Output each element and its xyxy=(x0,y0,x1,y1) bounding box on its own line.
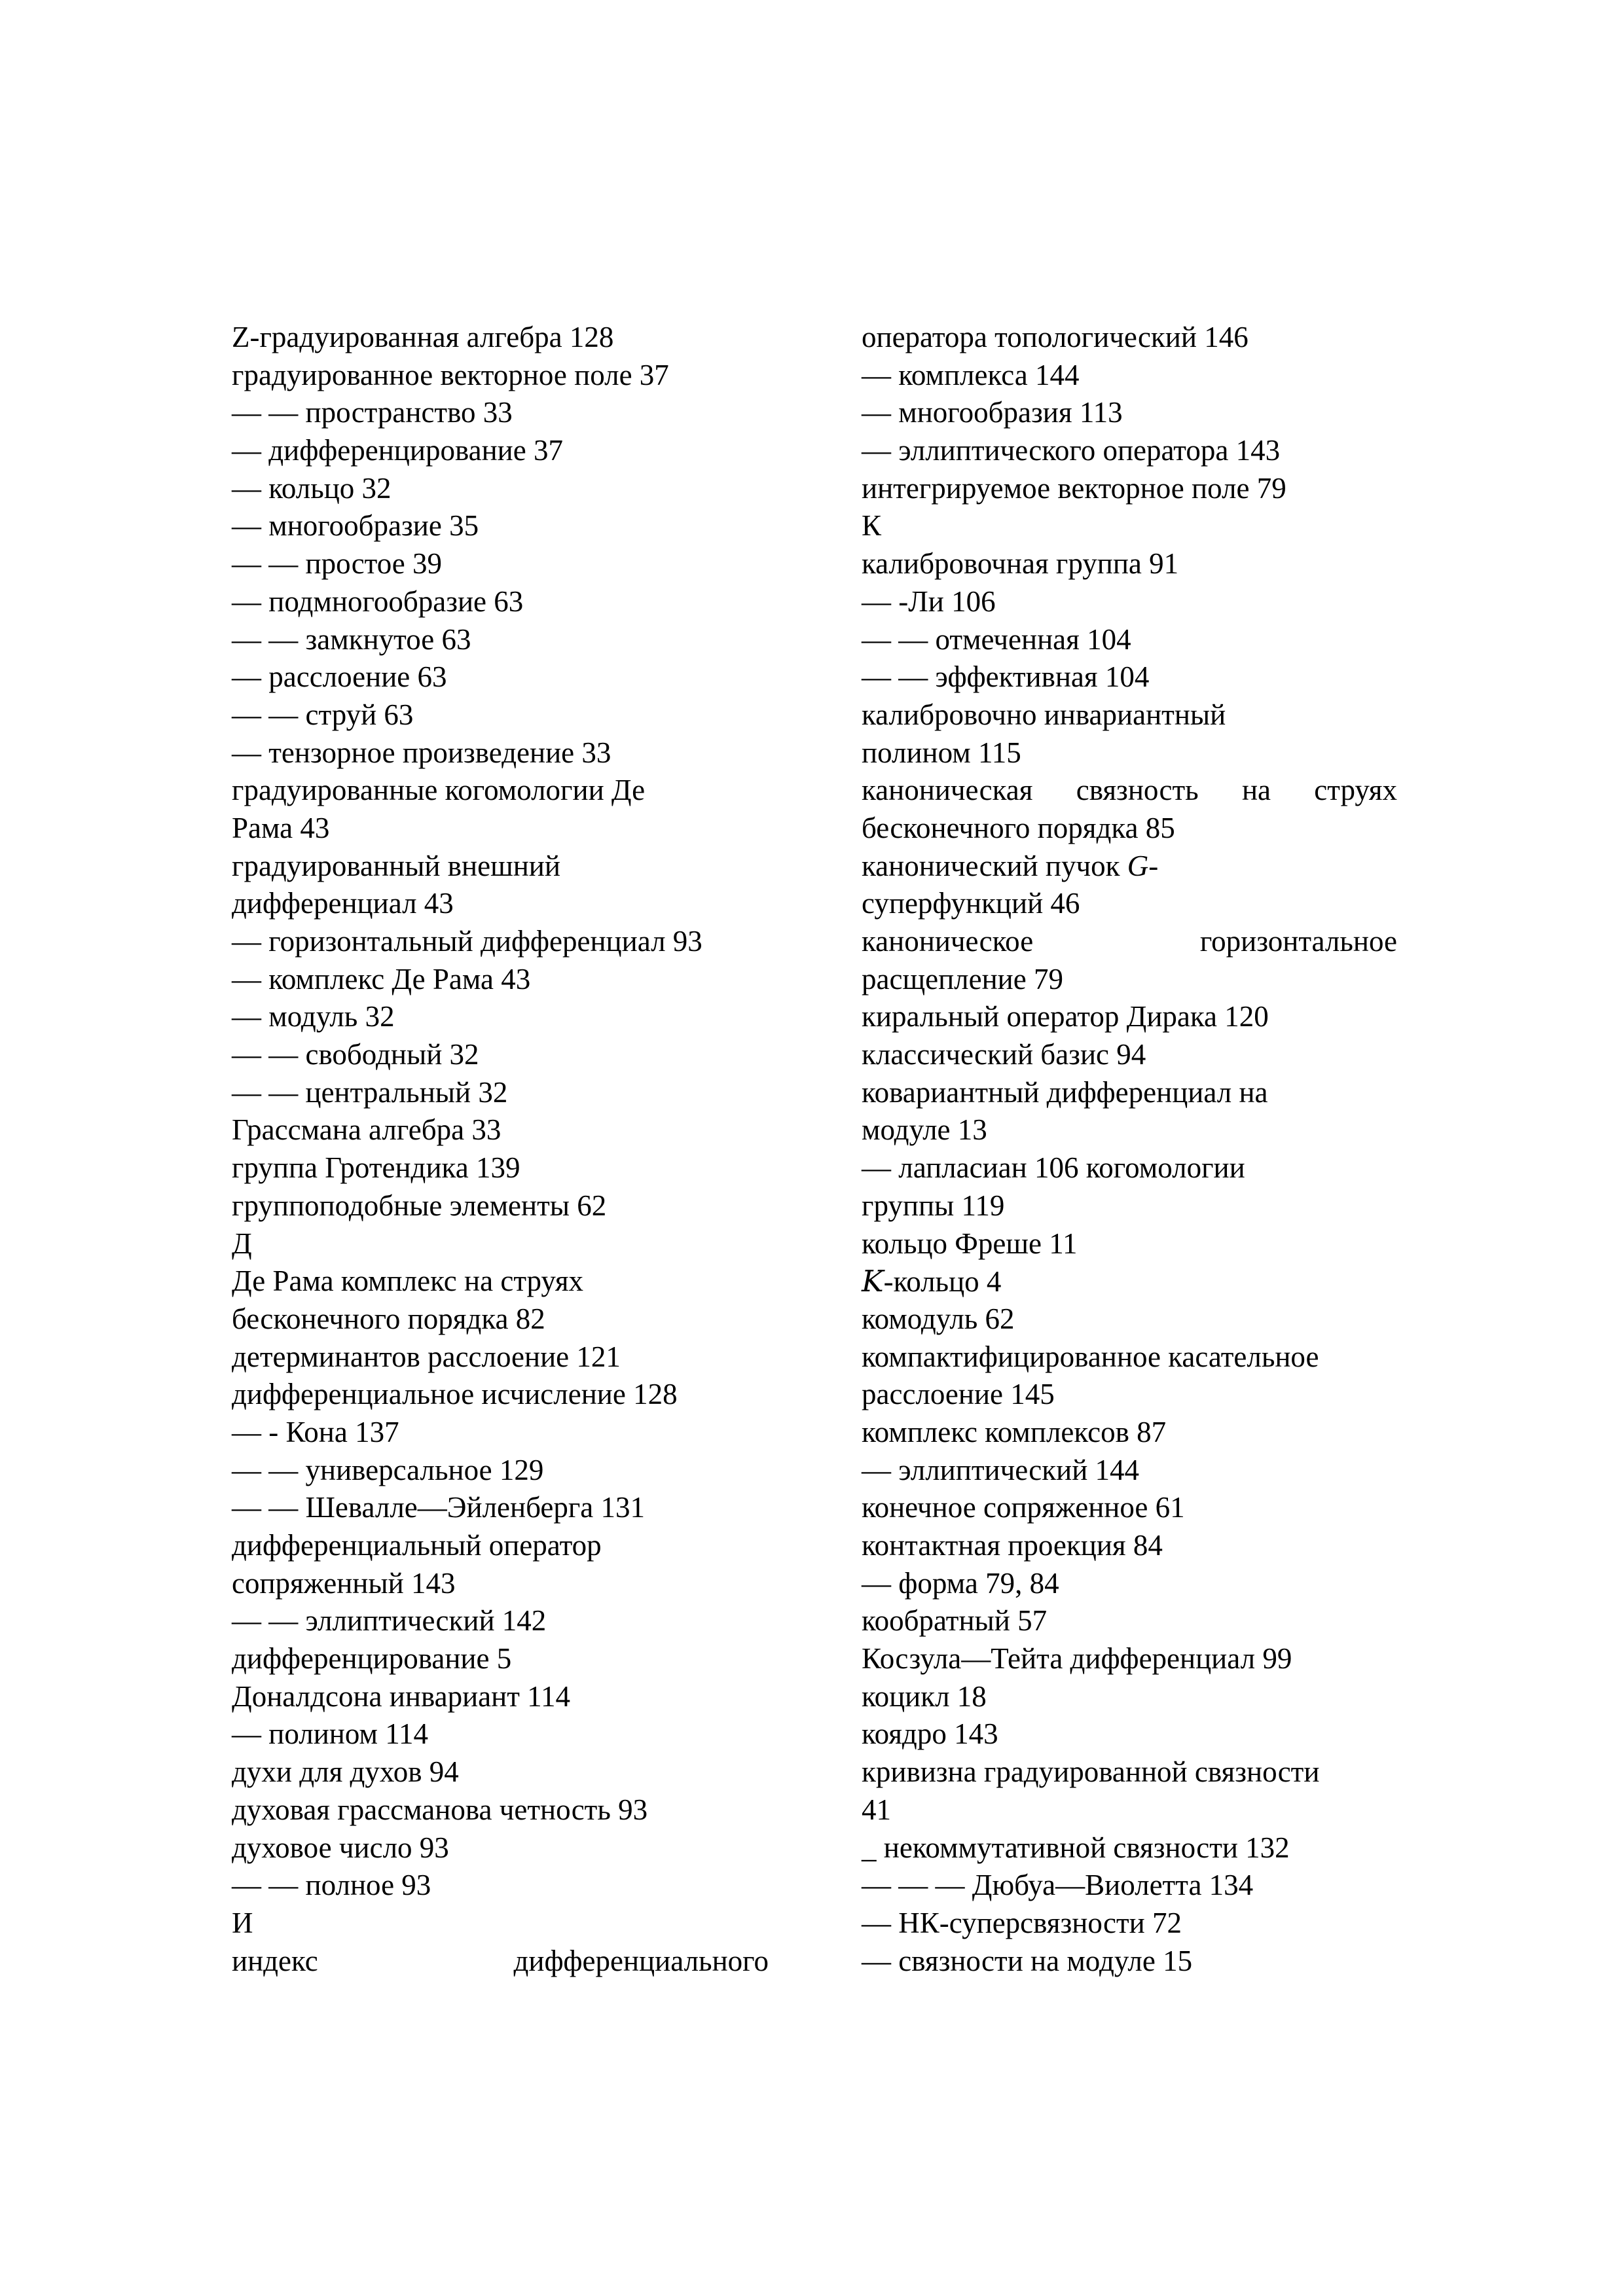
index-entry: — расслоение 63 xyxy=(232,660,447,694)
index-entry: интегрируемое векторное поле 79 xyxy=(862,471,1286,505)
index-entry: — — отмеченная 104 xyxy=(862,622,1131,656)
index-entry: кривизна градуированной связности xyxy=(862,1755,1320,1789)
index-entry xyxy=(862,1263,1397,1300)
index-entry: — связности на модуле 15 xyxy=(862,1944,1193,1977)
index-entry: — — Шевалле—Эйленберга 131 xyxy=(232,1491,646,1524)
index-entry: градуированное векторное поле 37 xyxy=(232,358,669,391)
index-entry: — — пространство 33 xyxy=(232,396,513,429)
index-entry: контактная проекция 84 xyxy=(862,1529,1163,1562)
index-entry: оператора топологический 146 xyxy=(862,321,1249,353)
index-entry: Рама 43 xyxy=(232,811,330,844)
index-entry: градуированные когомологии Де xyxy=(232,774,646,807)
index-entry: духовое число 93 xyxy=(232,1831,449,1864)
index-entry: коцикл 18 xyxy=(862,1679,987,1713)
index-entry: Доналдсона инвариант 114 xyxy=(232,1679,570,1713)
index-entry: — - Кона 137 xyxy=(232,1415,399,1448)
index-entry-justified xyxy=(862,772,1397,810)
entry-text: канонический пучок xyxy=(862,849,1127,882)
index-entry: комодуль 62 xyxy=(862,1302,1015,1335)
index-entry: — — замкнутое 63 xyxy=(232,622,471,656)
index-entry: бесконечного порядка 85 xyxy=(862,811,1175,844)
index-entry: полином 115 xyxy=(862,736,1021,769)
index-entry: — подмногообразие 63 xyxy=(232,584,524,618)
index-entry: Грассмана алгебра 33 xyxy=(232,1113,501,1147)
entry-text: -кольцо 4 xyxy=(883,1265,1002,1299)
index-entry: конечное сопряженное 61 xyxy=(862,1491,1185,1524)
index-entry: расщепление 79 xyxy=(862,962,1063,996)
index-entry: бесконечного порядка 82 xyxy=(232,1302,545,1335)
index-entry: комплекс комплексов 87 xyxy=(862,1415,1167,1448)
index-entry: суперфункций 46 xyxy=(862,887,1080,920)
index-entry: духовая грассманова четность 93 xyxy=(232,1793,648,1826)
index-entry: 41 xyxy=(862,1793,891,1826)
index-entry: детерминантов расслоение 121 xyxy=(232,1340,621,1373)
index-entry: — форма 79, 84 xyxy=(862,1566,1059,1600)
index-entry: — многообразия 113 xyxy=(862,396,1123,429)
index-entry: компактифицированное касательное xyxy=(862,1340,1319,1373)
index-entry: И xyxy=(232,1906,253,1939)
index-entry: расслоение 145 xyxy=(862,1378,1055,1411)
index-entry: ковариантный дифференциал на xyxy=(862,1075,1268,1109)
index-entry: коядро 143 xyxy=(862,1717,998,1751)
index-entry: — лапласиан 106 когомологии xyxy=(862,1151,1245,1185)
entry-symbol: K xyxy=(862,1264,884,1299)
index-entry: группоподобные элементы 62 xyxy=(232,1189,607,1222)
index-entry: — горизонтальный дифференциал 93 xyxy=(232,925,702,958)
index-entry: градуированный внешний xyxy=(232,849,560,882)
index-entry: классический базис 94 xyxy=(862,1038,1146,1071)
index-entry: Z-градуированная алгебра 128 xyxy=(232,321,614,353)
index-entry: — — эффективная 104 xyxy=(862,660,1150,694)
entry-text: - xyxy=(1148,849,1159,882)
index-entry: К xyxy=(862,509,882,543)
index-entry: — — полное 93 xyxy=(232,1869,431,1902)
index-entry: сопряженный 143 xyxy=(232,1566,456,1600)
index-entry: Д xyxy=(232,1227,252,1260)
index-entry: — — центральный 32 xyxy=(232,1075,508,1109)
index-entry: дифференцирование 5 xyxy=(232,1642,512,1676)
index-entry: — многообразие 35 xyxy=(232,509,479,543)
index-entry: духи для духов 94 xyxy=(232,1755,459,1789)
index-entry: — комплекса 144 xyxy=(862,358,1080,391)
index-entry: кообратный 57 xyxy=(862,1604,1048,1638)
index-word: каноническая xyxy=(862,774,1033,807)
index-word: дифференциального xyxy=(513,1944,769,1977)
entry-symbol: G xyxy=(1127,849,1149,882)
index-entry: Косзула—Тейта дифференциал 99 xyxy=(862,1642,1292,1676)
index-entry: дифференциал 43 xyxy=(232,887,454,920)
index-entry xyxy=(862,848,1397,886)
index-entry: — — универсальное 129 xyxy=(232,1453,544,1486)
index-entry: калибровочно инвариантный xyxy=(862,698,1226,731)
index-word: связность xyxy=(1076,774,1199,807)
index-entry: — НК-суперсвязности 72 xyxy=(862,1906,1182,1939)
index-word: струях xyxy=(1314,774,1397,807)
index-entry: кольцо Фреше 11 xyxy=(862,1227,1078,1260)
index-entry: — эллиптический 144 xyxy=(862,1453,1140,1486)
index-entry: дифференциальный оператор xyxy=(232,1529,602,1562)
index-entry: калибровочная группа 91 xyxy=(862,547,1179,581)
index-entry: группы 119 xyxy=(862,1189,1005,1222)
index-entry-justified xyxy=(232,1943,769,1981)
index-entry: _ некоммутативной связности 132 xyxy=(862,1831,1290,1864)
index-entry: — дифференцирование 37 xyxy=(232,434,563,467)
index-entry: — модуль 32 xyxy=(232,1000,395,1033)
index-word: горизонтальное xyxy=(1199,925,1397,958)
index-entry: — — эллиптический 142 xyxy=(232,1604,547,1638)
index-entry: — тензорное произведение 33 xyxy=(232,736,611,769)
index-entry: — — струй 63 xyxy=(232,698,414,731)
index-entry-justified xyxy=(862,923,1397,961)
index-entry: дифференциальное исчисление 128 xyxy=(232,1378,678,1411)
index-word: каноническое xyxy=(862,925,1034,958)
index-entry: — эллиптического оператора 143 xyxy=(862,434,1281,467)
index-entry: — кольцо 32 xyxy=(232,471,392,505)
index-entry: киральный оператор Дирака 120 xyxy=(862,1000,1269,1033)
index-entry: — полином 114 xyxy=(232,1717,429,1751)
index-entry: — — — Дюбуа—Виолетта 134 xyxy=(862,1869,1254,1902)
index-entry: — комплекс Де Рама 43 xyxy=(232,962,531,996)
index-entry: — — простое 39 xyxy=(232,547,443,581)
index-entry: — -Ли 106 xyxy=(862,584,996,618)
index-entry: Де Рама комплекс на струях xyxy=(232,1265,584,1298)
left-index-column xyxy=(232,319,769,1980)
index-word: на xyxy=(1241,774,1271,807)
index-entry: — — свободный 32 xyxy=(232,1038,479,1071)
index-word: индекс xyxy=(232,1944,318,1977)
index-entry: модуле 13 xyxy=(862,1113,987,1147)
right-index-column xyxy=(862,319,1397,1980)
index-entry: группа Гротендика 139 xyxy=(232,1151,520,1185)
